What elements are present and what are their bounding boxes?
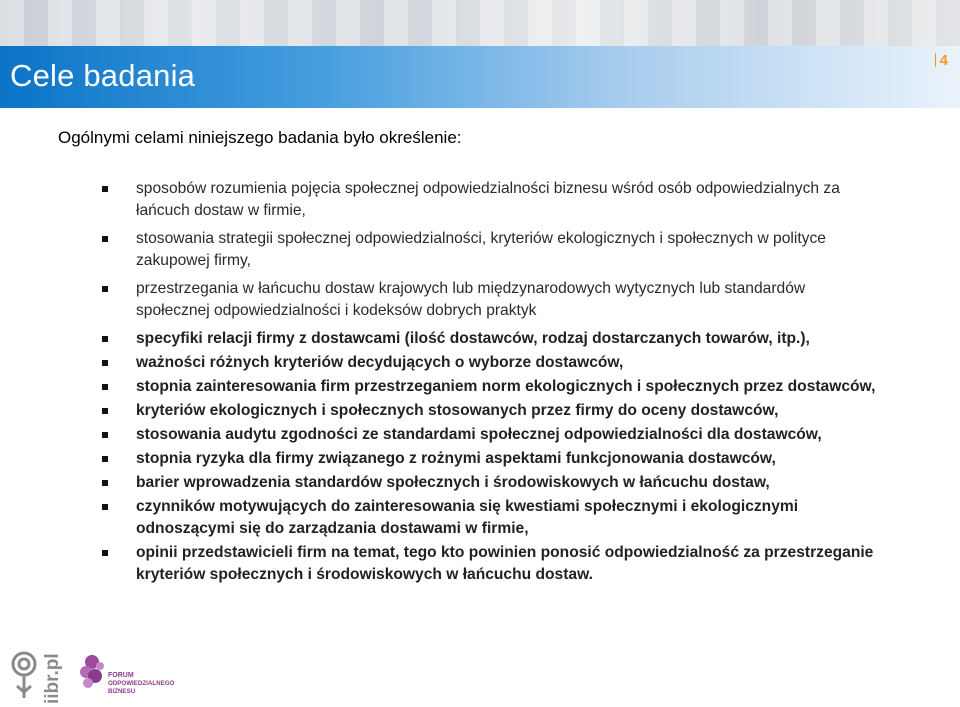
forum-flower-icon xyxy=(80,655,104,688)
list-item: przestrzegania w łańcuchu dostaw krajowych lub międzynarodowych wytycznych lub standardów społecznej odpowiedzialności i kodeksów dobrych praktyk xyxy=(100,278,880,322)
list-item: barier wprowadzenia standardów społecznych i środowiskowych w łańcuchu dostaw, xyxy=(100,472,880,494)
list-item: ważności różnych kryteriów decydujących o wyborze dostawców, xyxy=(100,352,880,374)
page-number xyxy=(935,52,948,69)
list-item: stosowania strategii społecznej odpowiedzialności, kryteriów ekologicznych i społecznych w polityce zakupowej firmy, xyxy=(100,228,880,272)
forum-logo-line1: FORUM xyxy=(108,672,134,679)
list-item: stosowania audytu zgodności ze standardami społecznej odpowiedzialności dla dostawców, xyxy=(100,424,880,446)
page-number-divider xyxy=(935,53,936,67)
forum-logo-line2: ODPOWIEDZIALNEGO xyxy=(108,680,175,687)
forum-odpowiedzialnego-biznesu-logo xyxy=(78,652,198,702)
iibr-emblem-icon xyxy=(13,653,35,698)
list-item: opinii przedstawicieli firm na temat, tego kto powinien ponosić odpowiedzialność za przestrzeganie kryteriów społecznych i środowiskowych w łańcuchu dostaw. xyxy=(100,542,880,586)
page-number-value: 4 xyxy=(939,52,948,69)
intro-text: Ogólnymi celami niniejszego badania było określenie: xyxy=(58,128,462,147)
iibr-logo xyxy=(8,648,68,706)
objectives-list xyxy=(100,178,880,588)
list-item: specyfiki relacji firmy z dostawcami (ilość dostawców, rodzaj dostarczanych towarów, itp.), xyxy=(100,328,880,350)
list-item: kryteriów ekologicznych i społecznych stosowanych przez firmy do oceny dostawców, xyxy=(100,400,880,422)
list-item: czynników motywujących do zainteresowania się kwestiami społecznymi i ekologicznymi odnoszącymi się do zarządzania dostawami w firmie, xyxy=(100,496,880,540)
iibr-logo-text: iibr.pl xyxy=(42,653,63,704)
slide-title: Cele badania xyxy=(10,58,196,93)
list-item: stopnia ryzyka dla firmy związanego z rożnymi aspektami funkcjonowania dostawców, xyxy=(100,448,880,470)
list-item: sposobów rozumienia pojęcia społecznej odpowiedzialności biznesu wśród osób odpowiedzialnych za łańcuch dostaw w firmie, xyxy=(100,178,880,222)
forum-logo-line3: BIZNESU xyxy=(108,688,136,695)
list-item: stopnia zainteresowania firm przestrzeganiem norm ekologicznych i społecznych przez dostawców, xyxy=(100,376,880,398)
header-decoration-strip xyxy=(0,0,960,46)
